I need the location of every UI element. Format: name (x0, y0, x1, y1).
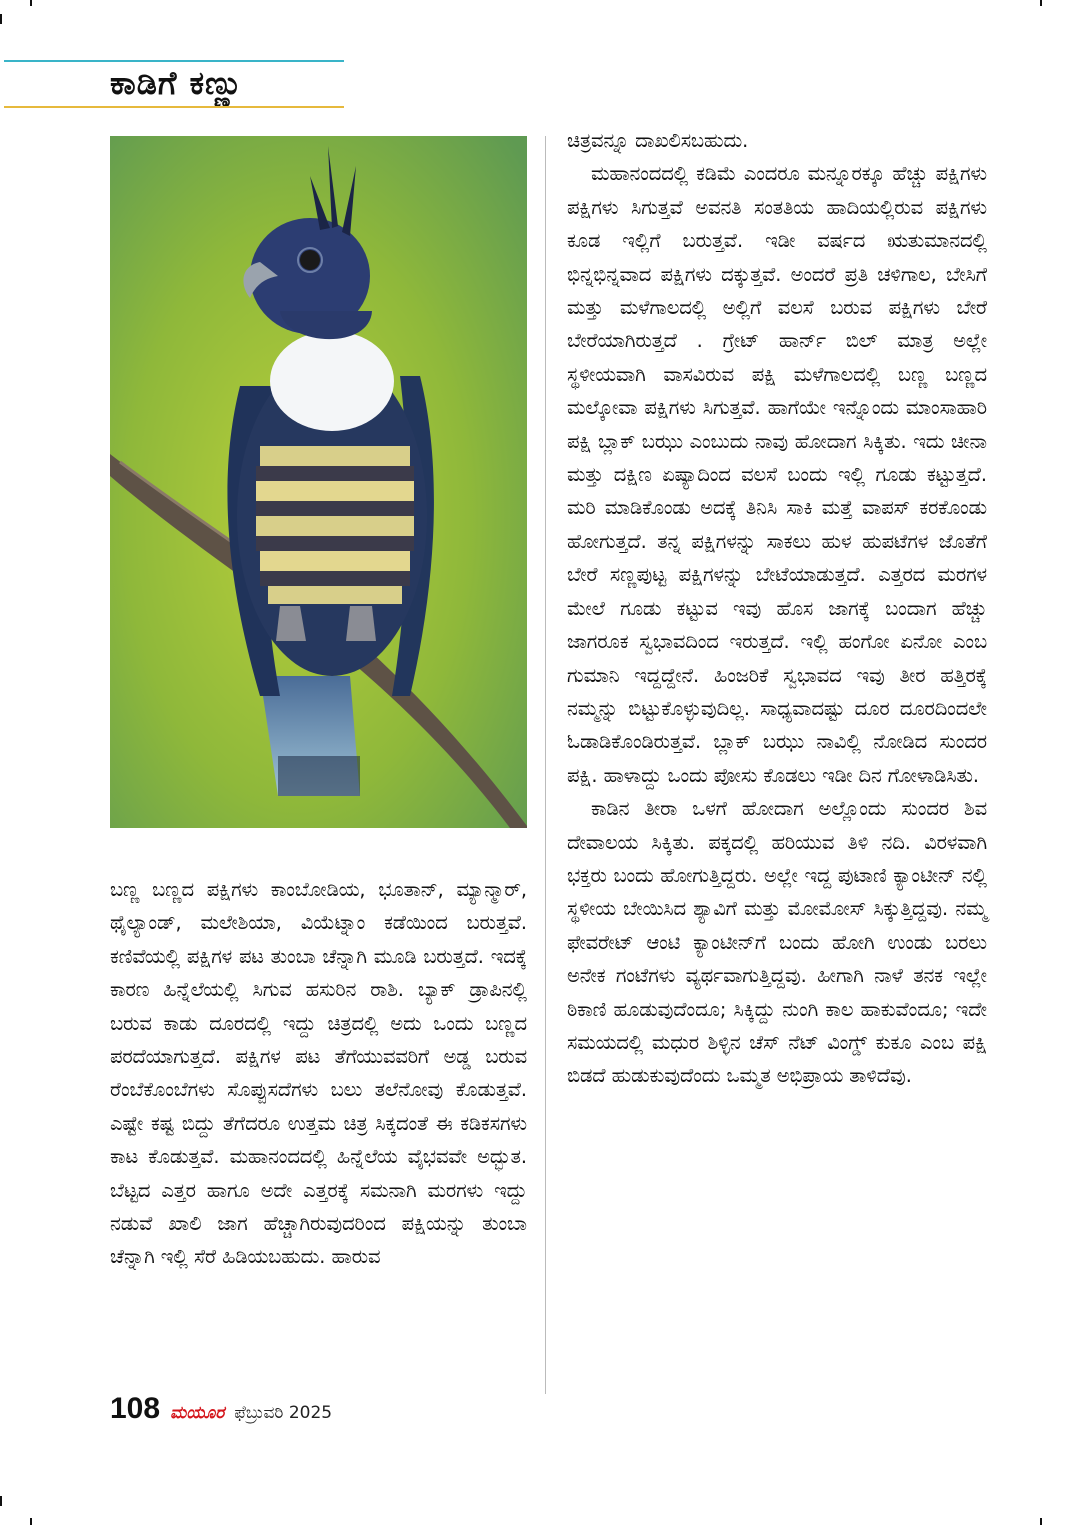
bird-photo (110, 136, 527, 828)
section-bar-top (4, 60, 344, 62)
left-text-column (110, 873, 527, 1274)
crop-mark (30, 0, 32, 6)
paragraph: ಮಹಾನಂದದಲ್ಲಿ ಕಡಿಮೆ ಎಂದರೂ ಮನ್ನೂರಕ್ಕೂ ಹೆಚ್ಚು ಪಕ್ಷಿಗಳು ಪಕ್ಷಿಗಳು ಸಿಗುತ್ತವೆ ಅವನತಿ ಸಂತತಿಯ ಹಾದಿಯಲ್ಲಿರುವ ಪಕ್ಷಿಗಳು ಕೂಡ ಇಲ್ಲಿಗೆ ಬರುತ್ತವೆ. ಇಡೀ ವರ್ಷದ ಋತುಮಾನದಲ್ಲಿ ಭಿನ್ನಭಿನ್ನವಾದ ಪಕ್ಷಿಗಳು ದಕ್ಕುತ್ತವೆ. ಅಂದರೆ ಪ್ರತಿ ಚಳಿಗಾಲ, ಬೇಸಿಗೆ ಮತ್ತು ಮಳೆಗಾಲದಲ್ಲಿ ಅಲ್ಲಿಗೆ ವಲಸೆ ಬರುವ ಪಕ್ಷಿಗಳು ಬೇರೆ ಬೇರೆಯಾಗಿರುತ್ತದೆ . ಗ್ರೇಟ್ ಹಾರ್ನ್ ಬಿಲ್ ಮಾತ್ರ ಅಲ್ಲೇ ಸ್ಥಳೀಯವಾಗಿ ವಾಸವಿರುವ ಪಕ್ಷಿ ಮಳೆಗಾಲದಲ್ಲಿ ಬಣ್ಣ ಬಣ್ಣದ ಮಲ್ಕೋವಾ ಪಕ್ಷಿಗಳು ಸಿಗುತ್ತವೆ. ಹಾಗೆಯೇ ಇನ್ನೊಂದು ಮಾಂಸಾಹಾರಿ ಪಕ್ಷಿ ಬ್ಲಾಕ್ ಬಝು ಎಂಬುದು ನಾವು ಹೋದಾಗ ಸಿಕ್ಕಿತು. ಇದು ಚೀನಾ ಮತ್ತು ದಕ್ಷಿಣ ಏಷ್ಯಾದಿಂದ ವಲಸೆ ಬಂದು ಇಲ್ಲಿ ಗೂಡು ಕಟ್ಟುತ್ತದೆ. ಮರಿ ಮಾಡಿಕೊಂಡು ಅದಕ್ಕೆ ತಿನಿಸಿ ಸಾಕಿ ಮತ್ತೆ ವಾಪಸ್ ಕರಕೊಂಡು ಹೋಗುತ್ತದೆ. ತನ್ನ ಪಕ್ಷಿಗಳನ್ನು ಸಾಕಲು ಹುಳ ಹುಪಟೆಗಳ ಜೊತೆಗೆ ಬೇರೆ ಸಣ್ಣಪುಟ್ಟ ಪಕ್ಷಿಗಳನ್ನು ಬೇಟೆಯಾಡುತ್ತದೆ. ಎತ್ತರದ ಮರಗಳ ಮೇಲೆ ಗೂಡು ಕಟ್ಟುವ ಇವು ಹೊಸ ಜಾಗಕ್ಕೆ ಬಂದಾಗ ಹೆಚ್ಚು ಜಾಗರೂಕ ಸ್ವಭಾವದಿಂದ ಇರುತ್ತದೆ. ಇಲ್ಲಿ ಹಂಗೋ ಏನೋ ಎಂಬ ಗುಮಾನಿ ಇದ್ದದ್ದೇನೆ. ಹಿಂಜರಿಕೆ ಸ್ವಭಾವದ ಇವು ತೀರ ಹತ್ತಿರಕ್ಕೆ ನಮ್ಮನ್ನು ಬಿಟ್ಟುಕೊಳ್ಳುವುದಿಲ್ಲ. ಸಾಧ್ಯವಾದಷ್ಟು ದೂರ ದೂರದಿಂದಲೇ ಓಡಾಡಿಕೊಂಡಿರುತ್ತವೆ. ಬ್ಲಾಕ್ ಬಝು ನಾವಿಲ್ಲಿ ನೋಡಿದ ಸುಂದರ ಪಕ್ಷಿ. ಹಾಳಾದ್ದು ಒಂದು ಪೋಸು ಕೊಡಲು ಇಡೀ ದಿನ ಗೋಳಾಡಿಸಿತು. (567, 162, 987, 787)
crop-mark (30, 1518, 32, 1525)
crop-mark (0, 14, 2, 24)
paragraph: ಬಣ್ಣ ಬಣ್ಣದ ಪಕ್ಷಿಗಳು ಕಾಂಬೋಡಿಯ, ಭೂತಾನ್, ಮ್ಯಾನ್ಮಾರ್, ಥೈಲ್ಯಾಂಡ್, ಮಲೇಶಿಯಾ, ವಿಯೆಟ್ನಾಂ ಕಡೆಯಿಂದ ಬರುತ್ತವೆ. ಕಣಿವೆಯಲ್ಲಿ ಪಕ್ಷಿಗಳ ಪಟ ತುಂಬಾ ಚೆನ್ನಾಗಿ ಮೂಡಿ ಬರುತ್ತದೆ. ಇದಕ್ಕೆ ಕಾರಣ ಹಿನ್ನೆಲೆಯಲ್ಲಿ ಸಿಗುವ ಹಸುರಿನ ರಾಶಿ. ಬ್ಯಾಕ್ ಡ್ರಾಪಿನಲ್ಲಿ ಬರುವ ಕಾಡು ದೂರದಲ್ಲಿ ಇದ್ದು ಚಿತ್ರದಲ್ಲಿ ಅದು ಒಂದು ಬಣ್ಣದ ಪರದೆಯಾಗುತ್ತದೆ. ಪಕ್ಷಿಗಳ ಪಟ ತೆಗೆಯುವವರಿಗೆ ಅಡ್ಡ ಬರುವ ರೆಂಬೆಕೊಂಬೆಗಳು ಸೊಪ್ಪುಸದೆಗಳು ಬಲು ತಲೆನೋವು ಕೊಡುತ್ತವೆ. ಎಷ್ಟೇ ಕಷ್ಟ ಬಿದ್ದು ತೆಗೆದರೂ ಉತ್ತಮ ಚಿತ್ರ ಸಿಕ್ಕದಂತೆ ಈ ಕಡಿಕಸಗಳು ಕಾಟ ಕೊಡುತ್ತವೆ. ಮಹಾನಂದದಲ್ಲಿ ಹಿನ್ನೆಲೆಯ ವೈಭವವೇ ಅದ್ಭುತ. ಬೆಟ್ಟದ ಎತ್ತರ ಹಾಗೂ ಅದೇ ಎತ್ತರಕ್ಕೆ ಸಮನಾಗಿ ಮರಗಳು ಇದ್ದು ನಡುವೆ ಖಾಲಿ ಜಾಗ ಹೆಚ್ಚಾಗಿರುವುದರಿಂದ ಪಕ್ಷಿಯನ್ನು ತುಂಬಾ ಚೆನ್ನಾಗಿ ಇಲ್ಲಿ ಸೆರೆ ಹಿಡಿಯಬಹುದು. ಹಾರುವ (110, 878, 527, 1269)
section-title: ಕಾಡಿಗೆ ಕಣ್ಣು (110, 64, 244, 102)
section-bar-bottom (4, 106, 344, 108)
paragraph: ಚಿತ್ರವನ್ನೂ ದಾಖಲಿಸಬಹುದು. (567, 129, 749, 152)
crop-mark (1040, 1518, 1042, 1525)
issue-date: ಫೆಬ್ರುವರಿ 2025 (234, 1403, 333, 1423)
page-number: 108 (110, 1392, 161, 1425)
paragraph: ಕಾಡಿನ ತೀರಾ ಒಳಗೆ ಹೋದಾಗ ಅಲ್ಲೊಂದು ಸುಂದರ ಶಿವ ದೇವಾಲಯ ಸಿಕ್ಕಿತು. ಪಕ್ಕದಲ್ಲಿ ಹರಿಯುವ ತಿಳಿ ನದಿ. ವಿರಳವಾಗಿ ಭಕ್ತರು ಬಂದು ಹೋಗುತ್ತಿದ್ದರು. ಅಲ್ಲೇ ಇದ್ದ ಪುಟಾಣಿ ಕ್ಯಾಂಟೀನ್ ನಲ್ಲಿ ಸ್ಥಳೀಯ ಬೇಯಿಸಿದ ಶ್ಯಾವಿಗೆ ಮತ್ತು ಮೋಮೋಸ್ ಸಿಕ್ಕುತ್ತಿದ್ದವು. ನಮ್ಮ ಫೇವರೇಟ್ ಆಂಟಿ ಕ್ಯಾಂಟೀನ್‌ಗೆ ಬಂದು ಹೋಗಿ ಉಂಡು ಬರಲು ಅನೇಕ ಗಂಟೆಗಳು ವ್ಯರ್ಥವಾಗುತ್ತಿದ್ದವು. ಹೀಗಾಗಿ ನಾಳೆ ತನಕ ಇಲ್ಲೇ ಠಿಕಾಣಿ ಹೂಡುವುದೆಂದೂ; ಸಿಕ್ಕಿದ್ದು ನುಂಗಿ ಕಾಲ ಹಾಕುವೆಂದೂ; ಇದೇ ಸಮಯದಲ್ಲಿ ಮಧುರ ಶಿಳ್ಳಿನ ಚೆಸ್ ನೆಟ್ ವಿಂಗ್ಡ್ ಕುಕೂ ಎಂಬ ಪಕ್ಷಿ ಬಿಡದೆ ಹುಡುಕುವುದೆಂದು ಒಮ್ಮತ ಅಭಿಪ್ರಾಯ ತಾಳಿದೆವು. (567, 797, 987, 1088)
column-divider (545, 136, 546, 1394)
crop-mark (0, 1496, 2, 1506)
crop-mark (1040, 0, 1042, 6)
page-footer (110, 1392, 332, 1428)
right-text-column (567, 124, 987, 1093)
magazine-logo: ಮಯೂರ (170, 1403, 225, 1423)
